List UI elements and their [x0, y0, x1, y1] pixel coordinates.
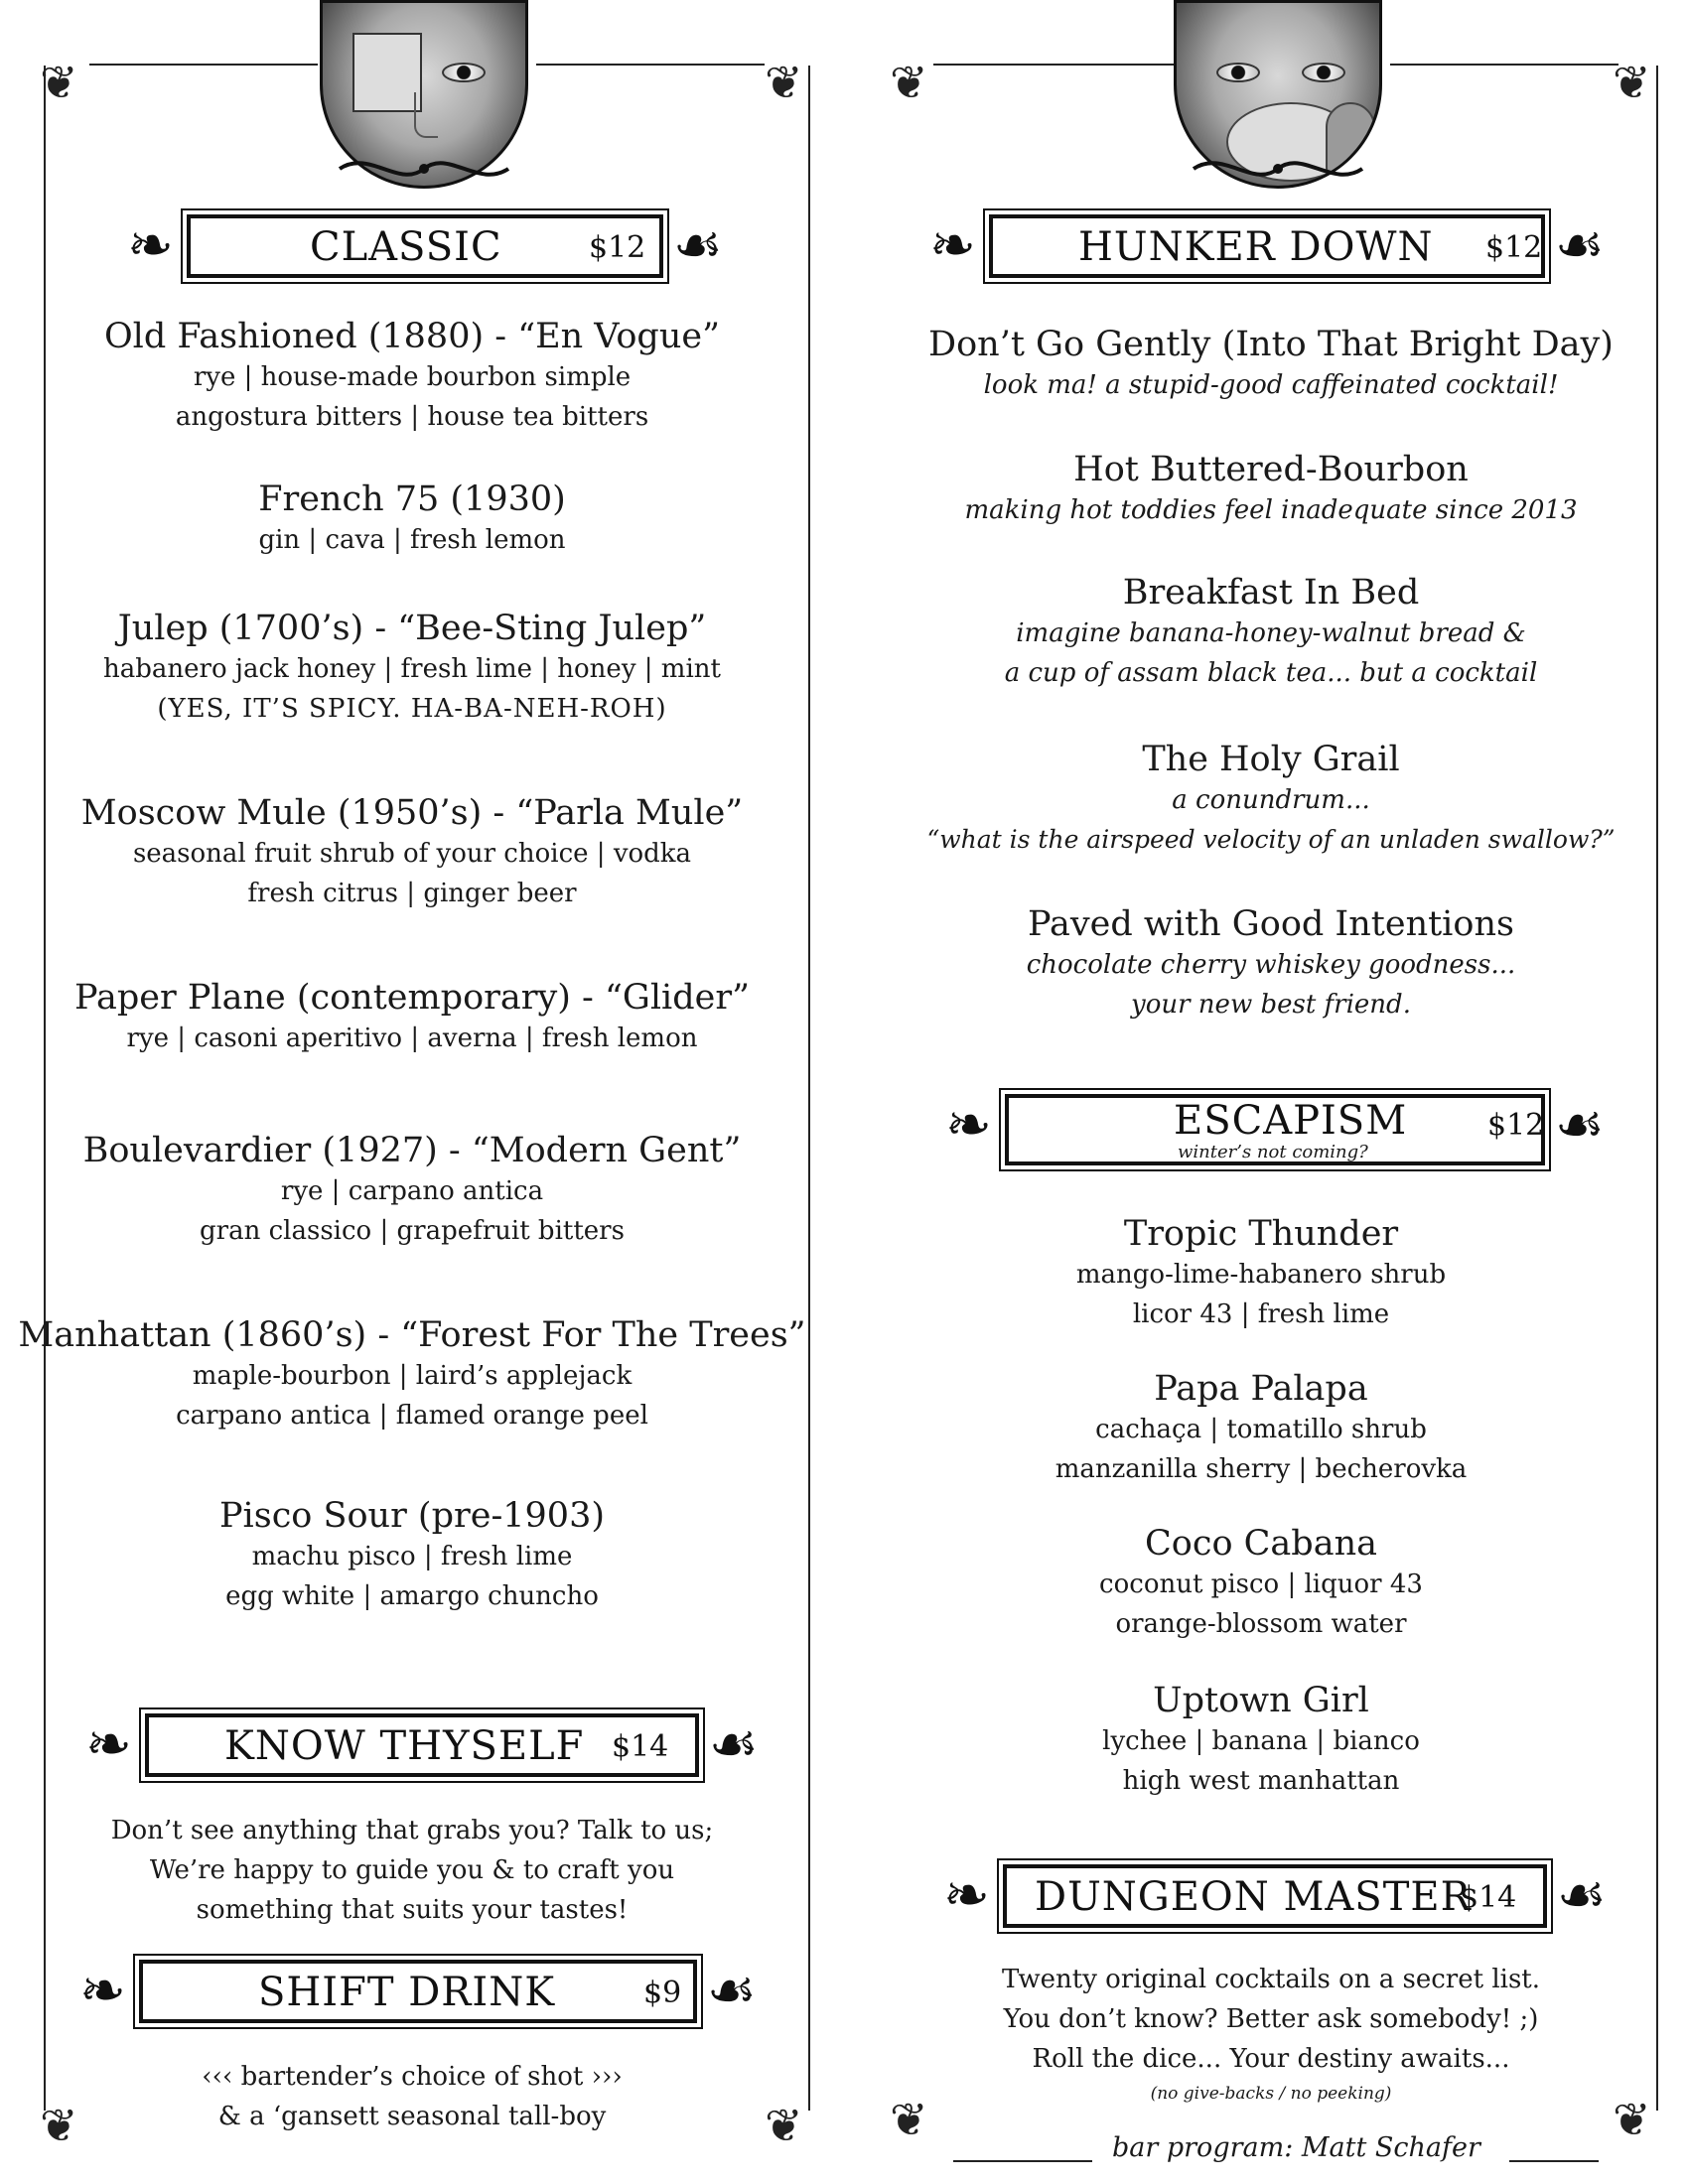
item-desc: mango-lime-habanero shrub	[1075, 1260, 1447, 1290]
eye-icon	[442, 63, 486, 82]
item-desc: & a ‘gansett seasonal tall-boy	[217, 2102, 607, 2131]
corner-ornament-icon: ❦	[765, 56, 803, 109]
item-desc: carpano antica | flamed orange peel	[176, 1401, 648, 1431]
item-name: Pisco Sour (pre-1903)	[218, 1496, 605, 1536]
item-name: Coco Cabana	[1145, 1524, 1377, 1564]
scroll-ornament-icon: ❧	[929, 213, 976, 278]
scroll-ornament-icon: ☙	[1554, 213, 1605, 278]
item-name: French 75 (1930)	[258, 479, 566, 519]
corner-ornament-icon: ❦	[890, 2093, 928, 2146]
corner-ornament-icon: ❦	[765, 2099, 803, 2152]
flourish-icon	[330, 149, 518, 189]
dungeon-master-banner	[943, 1856, 1607, 1936]
item-desc: rye | house-made bourbon simple	[193, 362, 632, 392]
item-name: Manhattan (1860’s) - “Forest For The Trees”	[18, 1315, 806, 1355]
know-thyself-price: $14	[612, 1729, 669, 1764]
item-tagline: “what is the airspeed velocity of an unladen swallow?”	[926, 825, 1616, 854]
classic-banner	[127, 206, 723, 286]
scroll-ornament-icon: ❧	[945, 1093, 992, 1158]
menu-item	[0, 977, 824, 1058]
item-name: Breakfast In Bed	[1122, 573, 1420, 613]
item-name: Julep (1700’s) - “Bee-Sting Julep”	[117, 609, 707, 648]
item-desc: licor 43 | fresh lime	[1132, 1299, 1390, 1329]
item-desc: maple-bourbon | laird’s applejack	[192, 1361, 633, 1391]
item-desc: fresh citrus | ginger beer	[247, 879, 577, 908]
right-menu-panel	[874, 0, 1688, 2184]
escapism-banner	[945, 1086, 1605, 1173]
item-desc: seasonal fruit shrub of your choice | vodka	[132, 839, 692, 869]
item-desc: ‹‹‹ bartender’s choice of shot ›››	[202, 2062, 623, 2092]
item-desc: orange-blossom water	[1115, 1609, 1407, 1639]
menu-item	[874, 1213, 1648, 1334]
item-desc: gran classico | grapefruit bitters	[200, 1216, 625, 1246]
menu-item	[874, 1368, 1648, 1489]
frame-top-rule-left	[933, 64, 1182, 66]
item-name: Old Fashioned (1880) - “En Vogue”	[103, 317, 720, 356]
hunker-down-title: HUNKER DOWN	[1078, 224, 1434, 270]
item-tagline: a cup of assam black tea... but a cocktail	[1004, 658, 1538, 688]
nose-shape	[414, 92, 438, 138]
item-name: Paper Plane (contemporary) - “Glider”	[74, 978, 750, 1018]
menu-item	[0, 1314, 824, 1435]
menu-item	[0, 1130, 824, 1251]
classic-title: CLASSIC	[310, 224, 502, 270]
corner-ornament-icon: ❦	[40, 56, 78, 109]
scroll-ornament-icon: ☙	[1556, 1863, 1607, 1928]
shift-drink-price: $9	[643, 1976, 682, 2010]
item-tagline: look ma! a stupid-good caffeinated cocktail!	[983, 370, 1559, 400]
item-name: Tropic Thunder	[1123, 1214, 1399, 1254]
item-desc: rye | casoni aperitivo | averna | fresh lemon	[126, 1024, 698, 1053]
shift-drink-text	[0, 2057, 824, 2136]
scroll-ornament-icon: ☙	[672, 213, 723, 278]
shift-drink-title: SHIFT DRINK	[258, 1970, 556, 2015]
item-desc: egg white | amargo chuncho	[225, 1581, 599, 1611]
item-name: The Holy Grail	[1142, 740, 1400, 779]
menu-item	[874, 903, 1668, 1024]
item-name: Paved with Good Intentions	[1028, 904, 1514, 944]
item-name: Don’t Go Gently (Into That Bright Day)	[928, 325, 1614, 364]
card-overlay	[352, 33, 422, 112]
item-desc: lychee | banana | bianco	[1102, 1726, 1420, 1756]
item-desc: cachaça | tomatillo shrub	[1095, 1415, 1427, 1444]
credit-underline	[1509, 2160, 1599, 2162]
know-thyself-title: KNOW THYSELF	[224, 1723, 585, 1769]
scroll-ornament-icon: ☙	[708, 1712, 759, 1777]
menu-item	[874, 449, 1668, 530]
credit-underline	[953, 2160, 1092, 2162]
scroll-ornament-icon: ❧	[943, 1863, 990, 1928]
scroll-ornament-icon: ❧	[79, 1959, 126, 2023]
item-desc: You don’t know? Better ask somebody! ;)	[1003, 2004, 1539, 2034]
corner-ornament-icon: ❦	[40, 2099, 78, 2152]
fine-print: (no give-backs / no peeking)	[1150, 2084, 1392, 2104]
item-desc: coconut pisco | liquor 43	[1099, 1570, 1423, 1599]
scroll-ornament-icon: ☙	[1554, 1093, 1605, 1158]
escapism-title: ESCAPISM	[1174, 1098, 1408, 1144]
know-thyself-text	[0, 1811, 824, 1930]
menu-item	[874, 572, 1668, 693]
bar-program-credit: bar program: Matt Schafer	[1112, 2132, 1480, 2163]
corner-ornament-icon: ❦	[1613, 56, 1651, 109]
item-desc: machu pisco | fresh lime	[251, 1542, 573, 1571]
eye-icon	[1216, 63, 1260, 82]
corner-ornament-icon: ❦	[890, 56, 928, 109]
frame-top-rule-right	[536, 64, 765, 66]
menu-item	[0, 608, 824, 729]
hunker-down-price: $12	[1485, 230, 1543, 265]
item-name: Boulevardier (1927) - “Modern Gent”	[82, 1131, 742, 1170]
classic-price: $12	[589, 230, 646, 265]
scroll-ornament-icon: ❧	[127, 213, 174, 278]
menu-item	[0, 478, 824, 560]
item-tagline: imagine banana-honey-walnut bread &	[1016, 618, 1526, 648]
frame-top-rule-left	[89, 64, 318, 66]
scroll-ornament-icon: ☙	[706, 1959, 757, 2023]
menu-item	[874, 1523, 1648, 1644]
menu-item	[874, 1680, 1648, 1801]
item-desc: Roll the dice... Your destiny awaits...	[1032, 2044, 1510, 2074]
item-desc: high west manhattan	[1122, 1766, 1400, 1796]
item-tagline: chocolate cherry whiskey goodness...	[1026, 950, 1516, 980]
item-name: Moscow Mule (1950’s) - “Parla Mule”	[80, 793, 744, 833]
item-name: Hot Buttered-Bourbon	[1073, 450, 1469, 489]
item-desc: rye | carpano antica	[280, 1176, 544, 1206]
item-tagline: your new best friend.	[1131, 990, 1411, 1020]
item-desc: We’re happy to guide you & to craft you	[149, 1855, 675, 1885]
escapism-subtitle: winter’s not coming?	[1178, 1142, 1368, 1162]
item-desc: something that suits your tastes!	[196, 1895, 629, 1925]
item-desc: Don’t see anything that grabs you? Talk to us;	[110, 1816, 714, 1845]
item-desc: gin | cava | fresh lemon	[258, 525, 566, 555]
left-menu-panel	[0, 0, 824, 2184]
know-thyself-banner	[85, 1706, 759, 1785]
dungeon-master-text	[874, 1960, 1668, 2109]
item-tagline: a conundrum...	[1172, 785, 1370, 815]
item-desc: manzanilla sherry | becherovka	[1055, 1454, 1468, 1484]
shift-drink-banner	[79, 1952, 757, 2031]
item-name: Uptown Girl	[1153, 1681, 1369, 1720]
item-desc: Twenty original cocktails on a secret list.	[1001, 1965, 1541, 1994]
item-note: (YES, IT’S SPICY. HA-BA-NEH-ROH)	[157, 694, 667, 724]
dungeon-master-price: $14	[1460, 1880, 1517, 1915]
menu-item	[874, 324, 1668, 405]
item-tagline: making hot toddies feel inadequate since 2013	[964, 495, 1578, 525]
menu-item	[0, 316, 824, 437]
item-desc: angostura bitters | house tea bitters	[175, 402, 649, 432]
menu-item	[0, 792, 824, 913]
menu-item	[0, 1495, 824, 1616]
eye-icon	[1302, 63, 1345, 82]
item-desc: habanero jack honey | fresh lime | honey | mint	[103, 654, 721, 684]
menu-item	[874, 739, 1668, 860]
flourish-icon	[1184, 149, 1372, 189]
dungeon-master-title: DUNGEON MASTER	[1035, 1874, 1472, 1920]
corner-ornament-icon: ❦	[1613, 2093, 1651, 2146]
hunker-down-banner	[929, 206, 1605, 286]
escapism-price: $12	[1487, 1108, 1545, 1143]
scroll-ornament-icon: ❧	[85, 1712, 132, 1777]
frame-top-rule-right	[1390, 64, 1618, 66]
item-name: Papa Palapa	[1154, 1369, 1368, 1409]
